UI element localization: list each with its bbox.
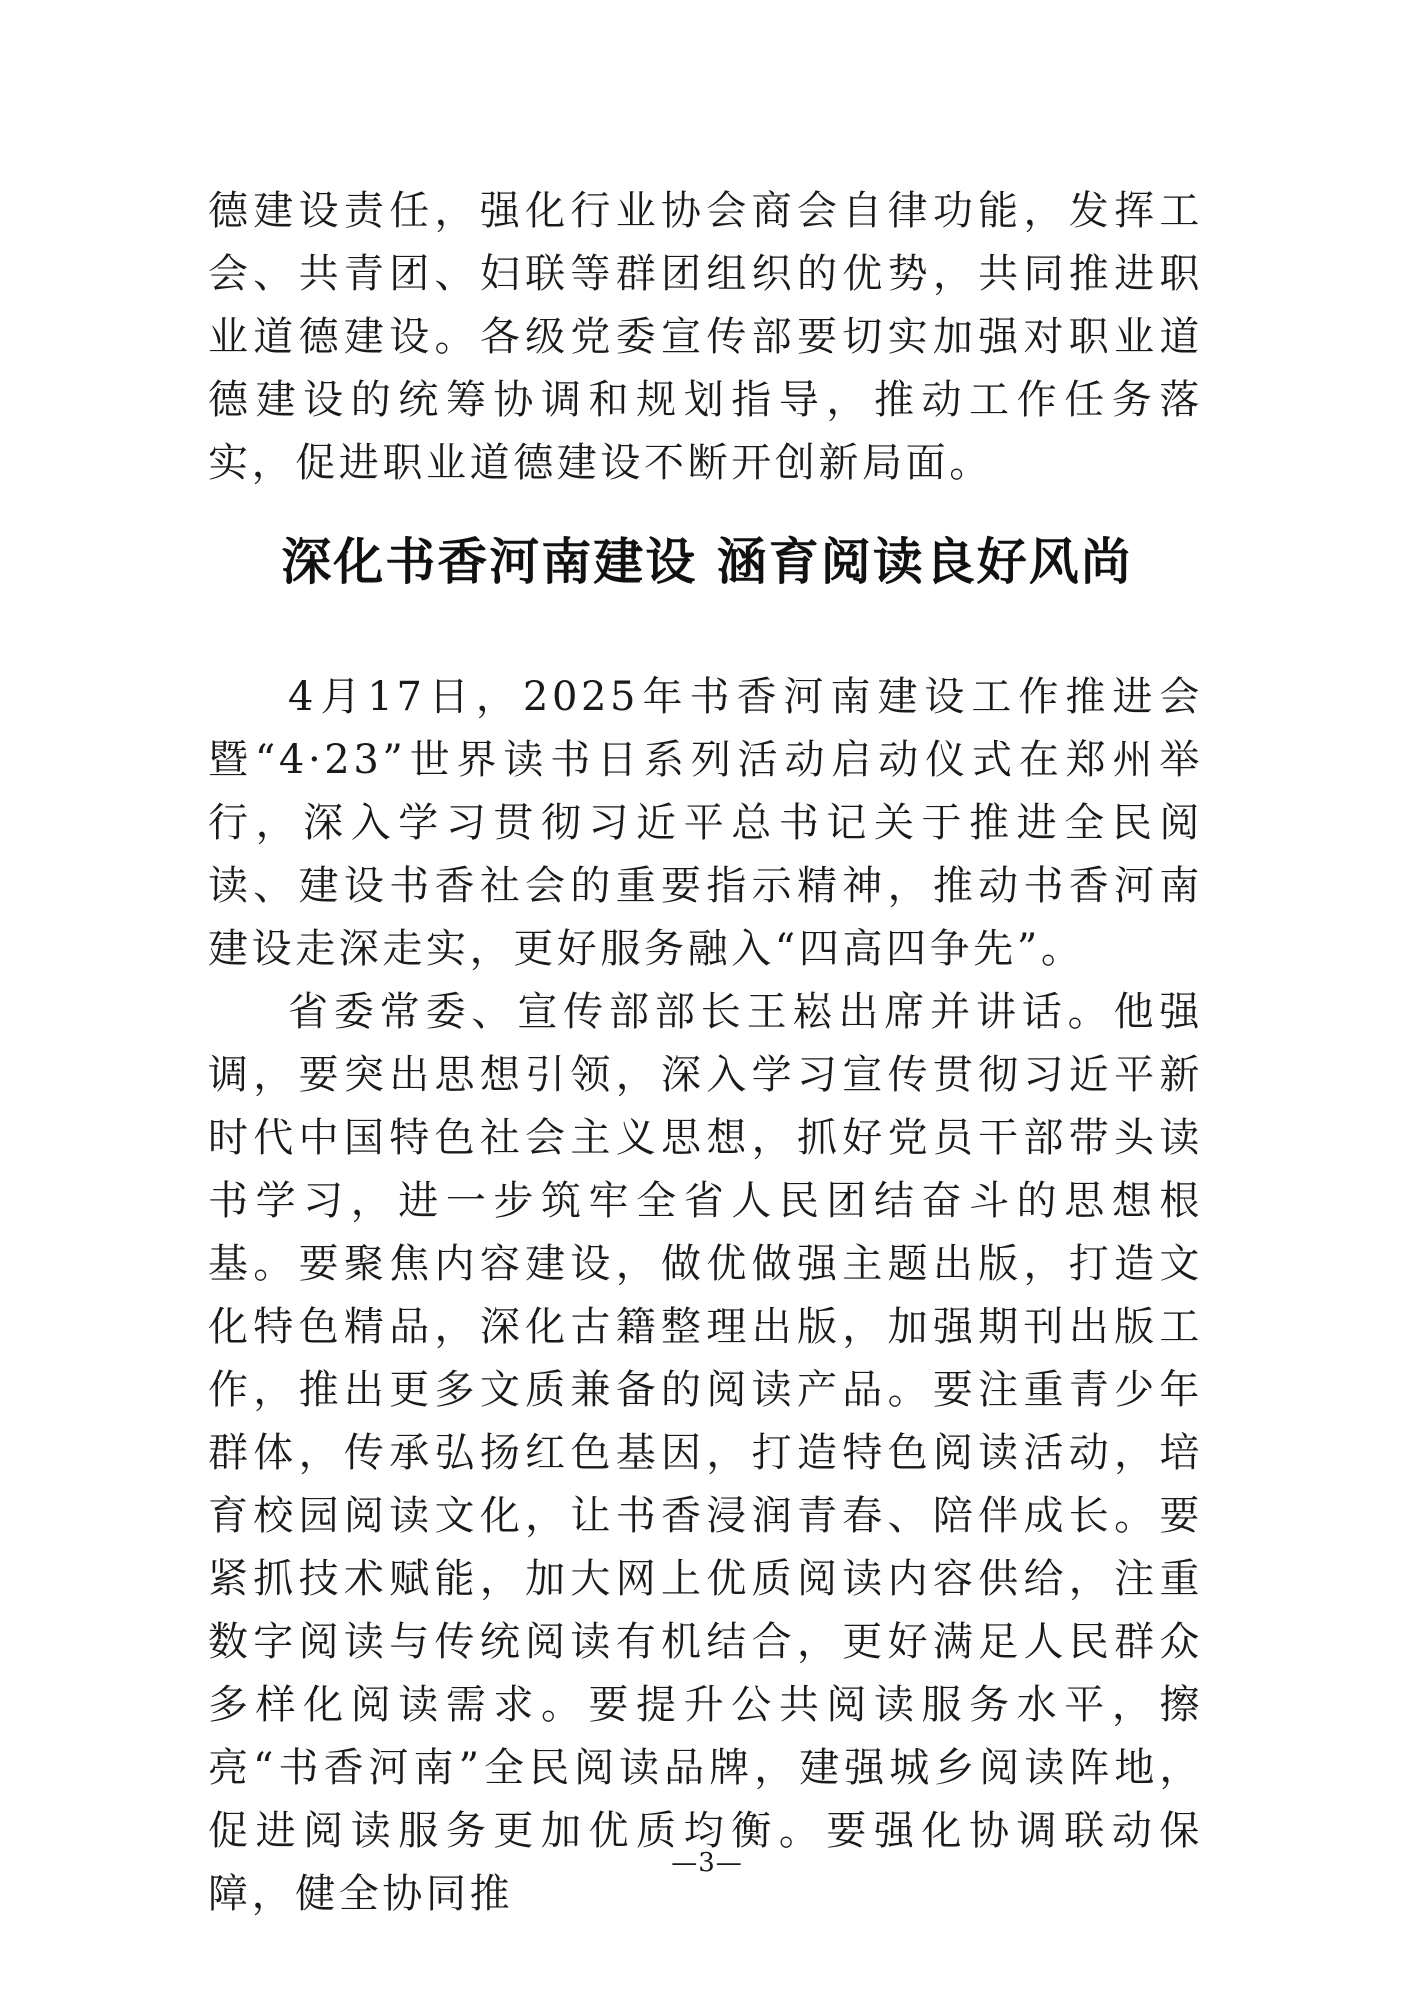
continued-text-block: [208, 180, 1203, 495]
article-title: 深化书香河南建设 涵育阅读良好风尚: [281, 533, 1133, 591]
article-paragraph-2: 省委常委、宣传部部长王崧出席并讲话。他强调，要突出思想引领，深入学习宣传贯彻习近平新时代中国特色社会主义思想，抓好党员干部带头读书学习，进一步筑牢全省人民团结奋斗的思想根基。要聚焦内容建设，做优做强主题出版，打造文化特色精品，深化古籍整理出版，加强期刊出版工作，推出更多文质兼备的阅读产品。要注重青少年群体，传承弘扬红色基因，打造特色阅读活动，培育校园阅读文化，让书香浸润青春、陪伴成长。要紧抓技术赋能，加大网上优质阅读内容供给，注重数字阅读与传统阅读有机结合，更好满足人民群众多样化阅读需求。要提升公共阅读服务水平，擦亮“书香河南”全民阅读品牌，建强城乡阅读阵地，促进阅读服务更加优质均衡。要强化协调联动保障，健全协同推: [208, 989, 1203, 1917]
article-paragraph-1: 4月17日，2025年书香河南建设工作推进会暨“4·23”世界读书日系列活动启动仪式在郑州举行，深入学习贯彻习近平总书记关于推进全民阅读、建设书香社会的重要指示精神，推动书香河南建设走深走实，更好服务融入“四高四争先”。: [208, 674, 1203, 972]
intro-paragraph: 德建设责任，强化行业协会商会自律功能，发挥工会、共青团、妇联等群团组织的优势，共同推进职业道德建设。各级党委宣传部要切实加强对职业道德建设的统筹协调和规划指导，推动工作任务落实，促进职业道德建设不断开创新局面。: [208, 188, 1203, 486]
page-number: —3—: [671, 1848, 743, 1878]
article-body: [208, 666, 1203, 1926]
